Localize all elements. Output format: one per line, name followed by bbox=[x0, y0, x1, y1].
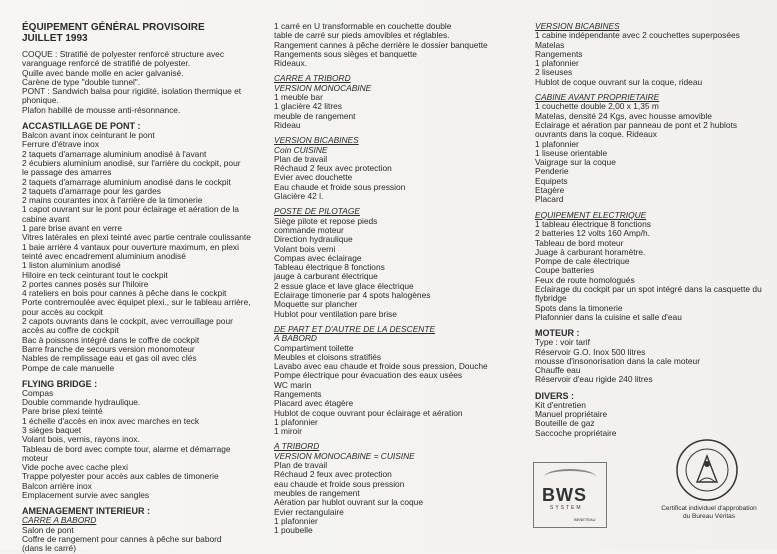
list-item: Compas bbox=[22, 387, 54, 398]
bicabines-list bbox=[274, 155, 506, 201]
list-item: Rangements bbox=[535, 48, 583, 59]
list-item: Hublot pour ventilation pare brise bbox=[274, 308, 397, 319]
certificate-caption bbox=[645, 505, 773, 521]
list-item: Balcon avant inox ceinturant le pont bbox=[22, 130, 155, 141]
list-item: Chauffe eau bbox=[535, 365, 581, 376]
list-item: Coffre de rangement pour cannes à pêche sur babord bbox=[22, 533, 222, 544]
carre-babord-list bbox=[22, 526, 254, 554]
tribord-subheading: VERSION MONOCABINE = CUISINE bbox=[274, 450, 415, 461]
list-item: Coupe batteries bbox=[535, 265, 595, 276]
list-item: Porte contremoulée avec équipet plexi., sur le tableau arrière, bbox=[22, 297, 251, 308]
list-item: 1 liseuse orientable bbox=[535, 147, 608, 158]
list-item: Equipets bbox=[535, 175, 568, 186]
pilotage-heading: POSTE DE PILOTAGE bbox=[274, 206, 360, 217]
list-item: Hiloire en teck ceinturant tout le cockpit bbox=[22, 269, 168, 280]
list-item: 2 mains courantes inox à l'arrière de la timonerie bbox=[22, 195, 203, 206]
list-item: Moquette sur plancher bbox=[274, 299, 358, 310]
carre-tribord-subheading: VERSION MONOCABINE bbox=[274, 82, 372, 93]
list-item: Vaigrage sur la coque bbox=[535, 157, 616, 168]
list-item: Trappe polyester pour accès aux cables de timonerie bbox=[22, 471, 219, 482]
pilotage-list bbox=[274, 217, 506, 319]
list-item: Plan de travail bbox=[274, 153, 328, 164]
list-item: Réservoir d'eau rigide 240 litres bbox=[535, 374, 653, 385]
list-item: Feux de route homologués bbox=[535, 274, 635, 285]
list-item: ouvrants dans la coque. Rideaux bbox=[535, 129, 657, 140]
bws-system-logo bbox=[533, 462, 607, 528]
list-item: 2 taquets d'amarrage pour les gardes bbox=[22, 185, 161, 196]
column-1 bbox=[22, 22, 254, 554]
list-item: 1 plafonnier bbox=[274, 515, 318, 526]
cabine-proprietaire-heading: CABINE AVANT PROPRIETAIRE bbox=[535, 92, 660, 103]
flying-bridge-list bbox=[22, 389, 254, 501]
list-item: Bouteille de gaz bbox=[535, 418, 595, 429]
list-item: 1 carré en U transformable en couchette double bbox=[274, 21, 452, 31]
list-item: 1 meuble bar bbox=[274, 92, 323, 103]
list-item: accès au coffre de cockpit bbox=[22, 325, 119, 336]
list-item: Pompe de cale électrique bbox=[535, 256, 630, 267]
bureau-veritas-seal-icon bbox=[675, 438, 739, 502]
list-item: Plafonnier dans la cuisine et salle d'eau bbox=[535, 311, 682, 322]
list-item: Vide poche avec cache plexi bbox=[22, 462, 128, 473]
list-item: 3 sièges baquet bbox=[22, 424, 82, 435]
list-item: Etagère bbox=[535, 185, 565, 196]
list-item: Plafon habillé de mousse anti-résonnance. bbox=[22, 104, 181, 115]
list-item: Balcon arrière inox bbox=[22, 480, 92, 491]
list-item: Lavabo avec eau chaude et froide sous pression, Douche bbox=[274, 361, 488, 372]
list-item: jauge à carburant électrique bbox=[274, 271, 378, 282]
list-item: Direction hydraulique bbox=[274, 234, 353, 245]
list-item: Réchaud 2 feux avec protection bbox=[274, 469, 392, 480]
list-item: 1 échelle d'accès en inox avec marches en teck bbox=[22, 415, 200, 426]
list-item: Type : voir tarif bbox=[535, 337, 590, 348]
list-item: 2 écubiers aluminium anodisé, sur l'arrière du cockpit, pour bbox=[22, 157, 241, 168]
list-item: Saccoche propriétaire bbox=[535, 427, 617, 438]
moteur-list bbox=[535, 338, 765, 384]
list-item: 1 plafonnier bbox=[535, 58, 579, 69]
list-item: 1 plafonnier bbox=[274, 416, 318, 427]
list-item: Rideaux. bbox=[274, 58, 308, 69]
list-item: eau chaude et froide sous pression bbox=[274, 478, 405, 489]
list-item: Eclairage du cockpit par un spot intégré dans la casquette du bbox=[535, 284, 762, 295]
descente-subheading: A BABORD bbox=[274, 333, 317, 344]
list-item: Penderie bbox=[535, 166, 569, 177]
list-item: Ferrure d'étrave inox bbox=[22, 139, 100, 150]
list-item: 2 portes cannes posés sur l'hiloire bbox=[22, 278, 149, 289]
page-title: ÉQUIPEMENT GÉNÉRAL PROVISOIRE bbox=[22, 22, 205, 33]
carre-top-list bbox=[274, 22, 506, 68]
list-item: mousse d'insonorisation dans la cale moteur bbox=[535, 355, 701, 366]
list-item: 2 capots ouvrants dans le cockpit, avec verrouillage pour bbox=[22, 316, 233, 327]
list-item: Réchaud 2 feux avec protection bbox=[274, 163, 392, 174]
carre-tribord-list bbox=[274, 93, 506, 130]
list-item: pour accès au cockpit bbox=[22, 306, 104, 317]
list-item: Placard bbox=[535, 194, 564, 205]
list-item: 1 cabine indépendante avec 2 couchettes superposées bbox=[535, 30, 740, 41]
list-item: 1 tableau électrique 8 fonctions bbox=[535, 218, 651, 229]
list-item: Tableau de bord avec compte tour, alarme et démarrage bbox=[22, 443, 231, 454]
list-item: Meubles et cloisons stratifiés bbox=[274, 351, 382, 362]
list-item: 2 taquets d'amarrage aluminium anodisé dans le cockpit bbox=[22, 176, 231, 187]
list-item: Matelas bbox=[535, 39, 565, 50]
list-item: 1 glacière 42 litres bbox=[274, 101, 342, 112]
list-item: Carène de type "double tunnel". bbox=[22, 76, 141, 87]
list-item: Eau chaude et froide sous pression bbox=[274, 181, 406, 192]
list-item: Réservoir G.O. Inox 500 litres bbox=[535, 346, 646, 357]
bws-logo-system: SYSTEM bbox=[550, 505, 583, 511]
carre-babord-heading: CARRE A BABORD bbox=[22, 515, 97, 526]
list-item: Siège pilote et repose pieds bbox=[274, 215, 378, 226]
page-date: JUILLET 1993 bbox=[22, 33, 88, 44]
carre-tribord-heading: CARRE A TRIBORD bbox=[274, 73, 351, 84]
list-item: Eclairage timonerie par 4 spots halogènes bbox=[274, 290, 431, 301]
list-item: Volant bois verni bbox=[274, 243, 336, 254]
list-item: Kit d'entretien bbox=[535, 399, 586, 410]
list-item: Hublot de coque ouvrant pour éclairage et aération bbox=[274, 407, 463, 418]
list-item: 1 poubelle bbox=[274, 525, 313, 536]
list-item: Compas avec éclairage bbox=[274, 252, 362, 263]
list-item: le passage des amarres bbox=[22, 167, 112, 178]
list-item: Placard avec étagère bbox=[274, 398, 354, 409]
list-item: Quille avec bande molle en acier galvanisé. bbox=[22, 67, 184, 78]
list-item: teinté avec encadrement aluminium anodisé bbox=[22, 250, 186, 261]
list-item: meubles de rangement bbox=[274, 487, 360, 498]
list-item: table de carré sur pieds amovibles et réglables. bbox=[274, 30, 450, 41]
list-item: Evier avec douchette bbox=[274, 172, 353, 183]
descente-heading: DE PART ET D'AUTRE DE LA DESCENTE bbox=[274, 323, 436, 334]
bws-logo-mark: BWS bbox=[542, 485, 587, 505]
list-item: Rangements sous sièges et banquette bbox=[274, 48, 417, 59]
list-item: Nables de remplissage eau et gas oil avec clés bbox=[22, 353, 197, 364]
list-item: Glacière 42 l. bbox=[274, 191, 324, 202]
list-item: 1 baie arrière 4 vantaux pour ouverture maximum, en plexi bbox=[22, 241, 239, 252]
list-item: WC marin bbox=[274, 379, 312, 390]
list-item: flybridge bbox=[535, 293, 567, 304]
list-item: Spots dans la timonerie bbox=[535, 302, 623, 313]
list-item: Emplacement survie avec sangles bbox=[22, 490, 150, 501]
certificate-line-2: du Bureau Véritas bbox=[682, 513, 736, 520]
list-item: Evier rectangulaire bbox=[274, 506, 344, 517]
list-item: 2 liseuses bbox=[535, 67, 573, 78]
list-item: Compartiment toilette bbox=[274, 342, 354, 353]
list-item: COQUE : Stratifié de polyester renforcé structure avec bbox=[22, 49, 225, 59]
list-item: 1 couchette double 2,00 x 1,35 m bbox=[535, 101, 659, 112]
list-item: Aération par hublot ouvrant sur la coque bbox=[274, 497, 423, 508]
list-item: 1 capot ouvrant sur le pont pour éclairage et aération de la bbox=[22, 204, 239, 215]
list-item: Rangements bbox=[274, 388, 322, 399]
list-item: phonique. bbox=[22, 95, 59, 106]
list-item: Rideau bbox=[274, 119, 301, 130]
tribord-heading: A TRIBORD bbox=[274, 441, 320, 452]
cabine-proprietaire-list bbox=[535, 102, 765, 204]
certificate-line-1: Certificat individuel d'approbation bbox=[661, 505, 757, 512]
column-3 bbox=[535, 22, 765, 438]
list-item: (dans le carré) bbox=[22, 543, 76, 554]
list-item: Barre franche de secours version monomoteur bbox=[22, 343, 195, 354]
list-item: Juage à carburant horamètre. bbox=[535, 246, 646, 257]
list-item: PONT : Sandwich balsa pour rigidité, isolation thermique et bbox=[22, 86, 242, 97]
amenagement-heading: AMENAGEMENT INTERIEUR : bbox=[22, 506, 150, 517]
list-item: Plan de travail bbox=[274, 460, 328, 471]
list-item: 2 taquets d'amarrage aluminium anodisé à l'avant bbox=[22, 148, 207, 159]
descente-list bbox=[274, 344, 506, 437]
list-item: Pompe électrique pour évacuation des eaux usées bbox=[274, 370, 463, 381]
intro-list bbox=[22, 50, 254, 115]
bws-logo-beneteau: BENETEAU bbox=[574, 517, 596, 522]
moteur-heading: MOTEUR : bbox=[535, 328, 580, 339]
list-item: commande moteur bbox=[274, 224, 344, 235]
list-item: 1 liston aluminium anodisé bbox=[22, 260, 121, 271]
accastillage-heading: ACCASTILLAGE DE PONT : bbox=[22, 121, 141, 132]
list-item: Double commande hydraulique. bbox=[22, 397, 141, 408]
list-item: moteur bbox=[22, 452, 49, 463]
equipement-electrique-heading: EQUIPEMENT ELECTRIQUE bbox=[535, 209, 647, 220]
bird-icon bbox=[544, 469, 596, 485]
flying-bridge-heading: FLYING BRIDGE : bbox=[22, 378, 98, 389]
tribord-list bbox=[274, 461, 506, 535]
list-item: Eclairage et aération par panneau de pont et 2 hublots bbox=[535, 119, 738, 130]
list-item: 2 batteries 12 volts 160 Amp/h. bbox=[535, 228, 650, 239]
divers-heading: DIVERS : bbox=[535, 390, 575, 401]
list-item: 1 plafonnier bbox=[535, 138, 579, 149]
list-item: 1 pare brise avant en verre bbox=[22, 223, 123, 234]
column-2 bbox=[274, 22, 506, 535]
accastillage-list bbox=[22, 131, 254, 373]
list-item: varanguage renforcé de stratifié de polyester. bbox=[22, 58, 191, 69]
list-item: 1 miroir bbox=[274, 426, 302, 437]
list-item: Hublot de coque ouvrant sur la coque, rideau bbox=[535, 76, 703, 87]
list-item: Salon de pont bbox=[22, 524, 74, 535]
coin-cuisine-heading: Coin CUISINE bbox=[274, 144, 328, 155]
list-item: 4 rateliers en bois pour cannes à pêche dans le cockpit bbox=[22, 288, 227, 299]
list-item: Bac à poissons intégré dans le coffre de cockpit bbox=[22, 334, 200, 345]
list-item: Pompe de cale manuelle bbox=[22, 362, 115, 373]
equipement-electrique-list bbox=[535, 220, 765, 322]
version-bicabines-list bbox=[535, 31, 765, 87]
list-item: Tableau électrique 8 fonctions bbox=[274, 262, 385, 273]
bicabines-heading: VERSION BICABINES bbox=[274, 135, 359, 146]
list-item: cabine avant bbox=[22, 213, 70, 224]
list-item: Manuel propriétaire bbox=[535, 408, 608, 419]
list-item: 2 essue glace et lave glace électrique bbox=[274, 280, 414, 291]
list-item: Vitres latérales en plexi teinté avec partie centrale coulissante bbox=[22, 232, 251, 243]
list-item: Tableau de bord moteur bbox=[535, 237, 624, 248]
list-item: Volant bois, vernis, rayons inox. bbox=[22, 434, 140, 445]
list-item: Rangement cannes à pêche derrière le dossier banquette bbox=[274, 39, 488, 50]
list-item: Matelas, densité 24 Kgs, avec housse amovible bbox=[535, 110, 712, 121]
version-bicabines-heading: VERSION BICABINES bbox=[535, 21, 620, 31]
list-item: meuble de rangement bbox=[274, 110, 356, 121]
divers-list bbox=[535, 401, 765, 438]
list-item: Pare brise plexi teinté bbox=[22, 406, 103, 417]
